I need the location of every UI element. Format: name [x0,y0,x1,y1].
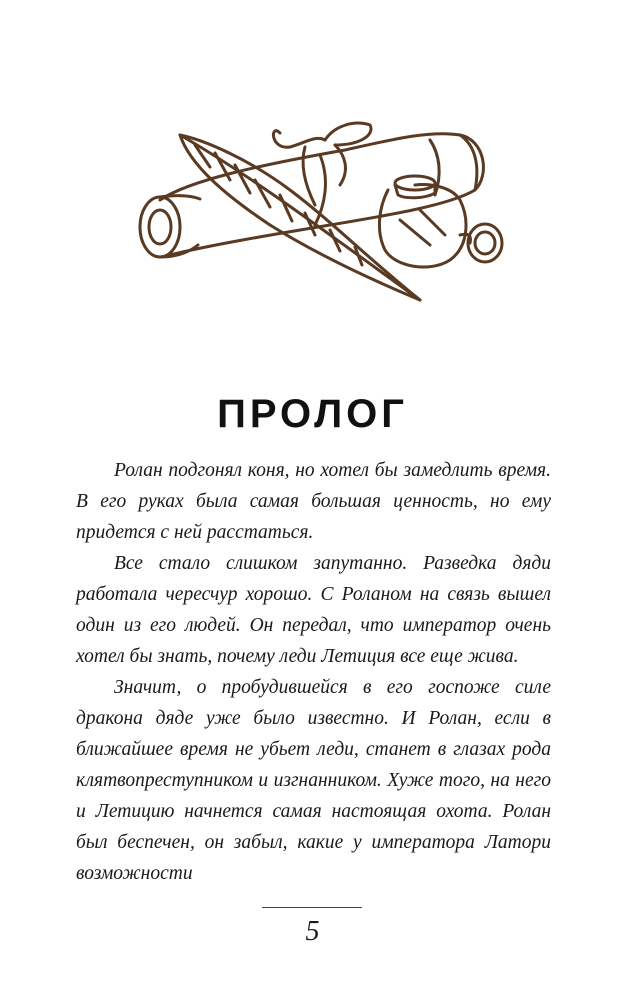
paragraph: Значит, о пробудившейся в его госпоже силе дракона дяде уже было известно. И Ролан, если в ближайшее время не убьет леди, станет в глазах рода клятвопреступником и изгнанником. Хуже того, на него и Летицию начнется самая настоящая охота. Ролан был беспечен, он забыл, какие у императора Латори возможности [76,677,551,884]
scroll-quill-inkwell-illustration [130,95,505,310]
chapter-body [76,455,551,889]
paragraph: Ролан подгонял коня, но хотел бы замедлить время. В его руках была самая большая ценность, но ему придется с ней расстаться. [76,460,551,543]
footer-divider [262,907,362,908]
page-number: 5 [305,916,320,947]
paragraph: Все стало слишком запутанно. Разведка дяди работала чересчур хорошо. С Роланом на связь вышел один из его людей. Он передал, что император очень хотел бы знать, почему леди Летиция все еще жива. [76,553,551,667]
chapter-title: ПРОЛОГ [217,392,408,436]
